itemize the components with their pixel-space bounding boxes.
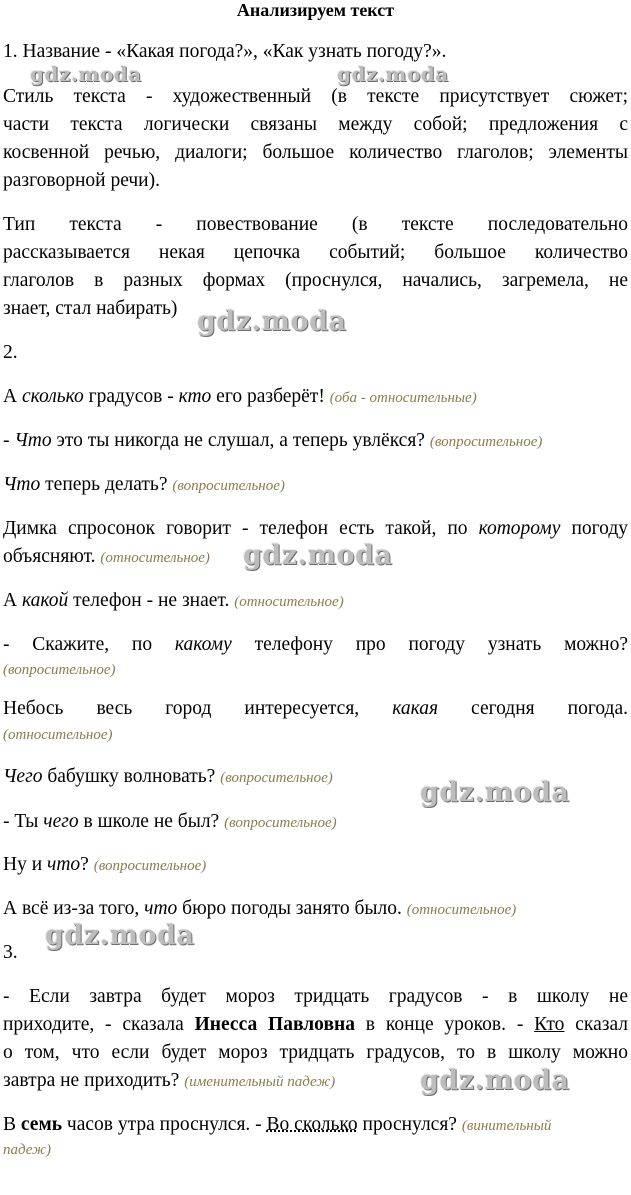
watermark: gdz.moda <box>420 1065 570 1096</box>
annotation: (вопросительное) <box>220 770 333 786</box>
annotation: (относительное) <box>406 902 517 918</box>
s3-line-2: приходите, - сказала Инесса Павловна в конце уроков. - Кто сказал <box>3 1014 629 1035</box>
s1-line-4: косвенной речью, диалоги; большое количество глаголов; элементы <box>3 142 628 163</box>
annotation: (винительный <box>461 1118 552 1134</box>
s2-row-12: А всё из-за того, что бюро погоды занято было. (относительное) <box>3 898 517 919</box>
watermark: gdz.moda <box>243 540 393 571</box>
watermark: gdz.moda <box>45 920 195 951</box>
annotation: падеж) <box>3 1142 52 1158</box>
s2-row-8: Небось весь город интересуется, какая сегодня погода. <box>3 698 628 719</box>
s1-line-6: Тип текста - повествование (в тексте последовательно <box>3 214 628 235</box>
annotation: (вопросительное) <box>93 858 207 874</box>
s1-line-9: знает, стал набирать) <box>3 298 178 319</box>
annotation: (относительное) <box>234 594 344 610</box>
s2-number: 2. <box>3 342 18 363</box>
page-title: Анализируем текст <box>236 0 395 20</box>
s2-row-8-note <box>3 720 628 749</box>
s2-row-4: Димка спросонок говорит - телефон есть такой, по которому погоду <box>3 518 628 539</box>
s2-row-10: - Ты чего в школе не был? (вопросительное) <box>3 811 337 832</box>
s3-line-6 <box>3 1135 628 1164</box>
annotation: (именительный падеж) <box>184 1074 336 1090</box>
s2-row-6: А какой телефон - не знает. (относительное) <box>3 590 344 611</box>
s2-row-5: объясняют. (относительное) <box>3 546 210 567</box>
watermark: gdz.moda <box>420 777 570 808</box>
s3-line-1: - Если завтра будет мороз тридцать градусов - в школу не <box>3 986 628 1007</box>
s2-row-3: Что теперь делать? (вопросительное) <box>3 474 285 495</box>
watermark: gdz.moda <box>197 306 347 337</box>
s3-line-4: завтра не приходить? (именительный падеж) <box>3 1070 336 1091</box>
annotation: (вопросительное) <box>429 434 543 450</box>
annotation: (вопросительное) <box>224 815 337 831</box>
s3-line-3: о том, что если будет мороз тридцать градусов, то в школу можно <box>3 1042 628 1063</box>
watermark: gdz.moda <box>337 62 449 86</box>
annotation: (относительное) <box>3 727 113 743</box>
s2-row-11: Ну и что? (вопросительное) <box>3 854 207 875</box>
s1-line-1: 1. Название - «Какая погода?», «Как узнать погоду?». <box>3 41 447 62</box>
annotation: (оба - относительные) <box>329 390 477 406</box>
s3-line-5: В семь часов утра проснулся. - Во сколько проснулся? (винительный <box>3 1114 552 1135</box>
s2-row-9: Чего бабушку волновать? (вопросительное) <box>3 766 333 787</box>
annotation: (вопросительное) <box>3 662 116 678</box>
s2-row-7-note <box>3 655 628 684</box>
s2-row-7: - Скажите, по какому телефону про погоду узнать можно? <box>3 634 628 655</box>
s3-number: 3. <box>3 942 18 963</box>
s1-line-5: разговорной речи). <box>3 170 160 191</box>
s1-line-2: Стиль текста - художественный (в тексте присутствует сюжет; <box>3 86 628 107</box>
s2-row-1: А сколько градусов - кто его разберёт! (оба - относительные) <box>3 386 477 407</box>
s1-line-7: рассказывается некая цепочка событий; большое количество <box>3 242 628 263</box>
s2-row-2: - Что это ты никогда не слушал, а теперь увлёкся? (вопросительное) <box>3 430 543 451</box>
s1-line-8: глаголов в разных формах (проснулся, начались, загремела, не <box>3 270 628 291</box>
watermark: gdz.moda <box>30 62 142 86</box>
annotation: (относительное) <box>100 550 210 566</box>
s1-line-3: части текста логически связаны между собой; предложения с <box>3 114 628 135</box>
annotation: (вопросительное) <box>172 478 285 494</box>
